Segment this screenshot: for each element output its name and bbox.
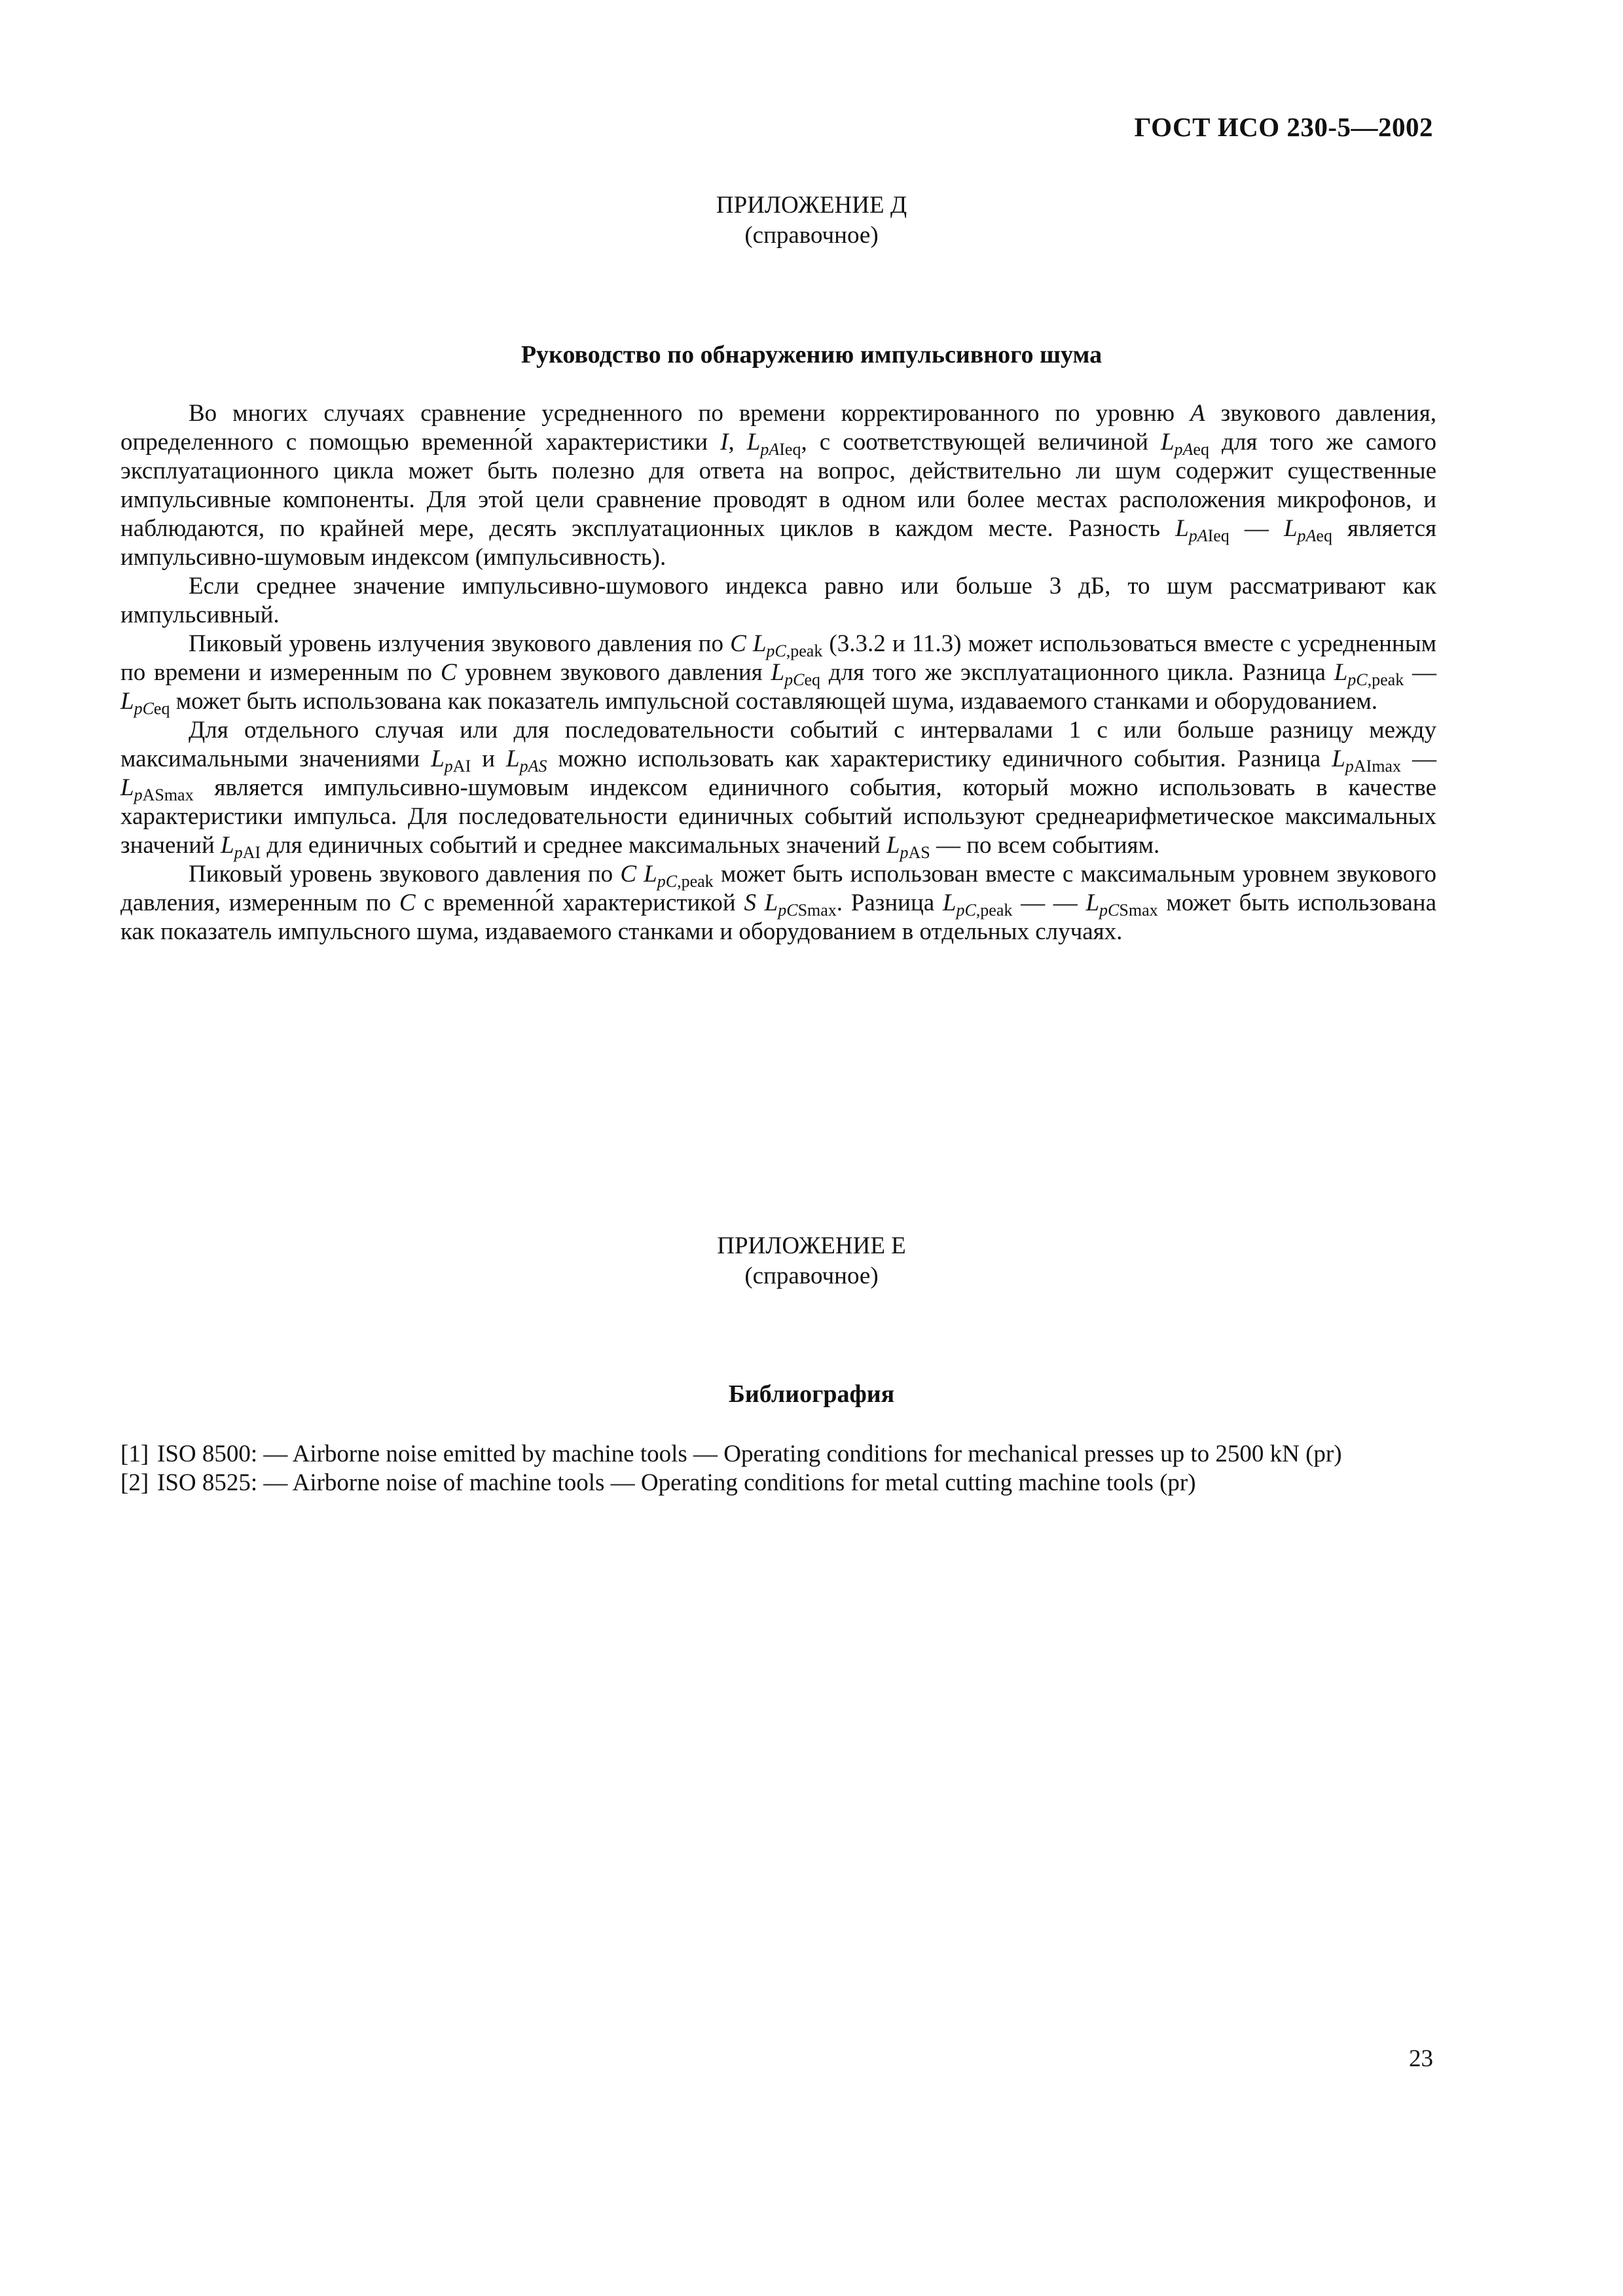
reference-text: ISO 8525: — Airborne noise of machine tools — Operating conditions for metal cutting machine tools (pr) xyxy=(157,1469,1196,1496)
paragraph: Во многих случаях сравнение усредненного по времени корректированного по уровню A звукового давления, определенного с помощью временно́й характеристики I, $L_{pAIeq}$, с соответствующей величиной $L_{pAeq}$ для того же самого эксплуатационного цикла может быть полезно для ответа на вопрос, действительно ли шум содержит существенные импульсивные компоненты. Для этой цели сравнение проводят в одном или более местах расположения микрофонов, и наблюдаются, по крайней мере, десять эксплуатационных циклов в каждом месте. Разность $L_{pAIeq}$ — $L_{pAeq}$ является импульсивно-шумовым индексом (импульсивность). xyxy=(120,400,1437,571)
appendix-d-subtitle: (справочное) xyxy=(744,222,879,249)
paragraph: Пиковый уровень звукового давления по C $L_{pC,peak}$ может быть использован вместе с максимальным уровнем звукового давления, измеренным по C с временно́й характеристикой S $L_{pCSmax}$. Разница $L_{pC,peak}$ — — $L_{pCSmax}$ может быть использована как показатель импульсного шума, издаваемого станками и оборудованием в отдельных случаях. xyxy=(120,861,1436,945)
appendix-e-heading: Библиография xyxy=(728,1380,895,1408)
paragraph: Для отдельного случая или для последовательности событий с интервалами 1 с или больше разницу между максимальными значениями $L_{pAI}$ и $L_{pAS}$ можно использовать как характеристику единичного события. Разница $L_{pAImax}$ — $L_{pASmax}$ является импульсивно-шумовым индексом единичного события, который можно использовать в качестве характеристики импульса. Для последовательности единичных событий используют среднеарифметическое максимальных значений $L_{pAI}$ для единичных событий и среднее максимальных значений $L_{pAS}$ — по всем событиям. xyxy=(120,717,1436,862)
appendix-d-title: ПРИЛОЖЕНИЕ Д xyxy=(716,192,907,219)
page-number: 23 xyxy=(1409,2045,1433,2072)
document-id-header: ГОСТ ИСО 230-5—2002 xyxy=(1134,112,1433,142)
appendix-e-subtitle: (справочное) xyxy=(744,1263,879,1289)
appendix-d-heading: Руководство по обнаружению импульсивного шума xyxy=(520,341,1103,368)
appendix-e-title: ПРИЛОЖЕНИЕ Е xyxy=(717,1232,906,1259)
appendix-d-body xyxy=(120,399,1436,946)
reference-number: [1] xyxy=(120,1441,149,1467)
reference-number: [2] xyxy=(120,1469,149,1496)
paragraph: Пиковый уровень излучения звукового давления по C $L_{pC,peak}$ (3.3.2 и 11.3) может использоваться вместе с усредненным по времени и измеренным по C уровнем звукового давления $L_{pCeq}$ для того же эксплуатационного цикла. Разница $L_{pC,peak}$ — $L_{pCeq}$ может быть использована как показатель импульсной составляющей шума, издаваемого станками и оборудованием. xyxy=(120,630,1437,718)
bibliography-item xyxy=(120,1440,1443,1469)
reference-text: ISO 8500: — Airborne noise emitted by machine tools — Operating conditions for mechanical presses up to 2500 kN (pr) xyxy=(157,1441,1342,1467)
appendix-d-title-block xyxy=(0,190,1623,250)
bibliography-list xyxy=(120,1440,1443,1498)
appendix-e-title-block xyxy=(0,1230,1623,1291)
paragraph: Если среднее значение импульсивно-шумового индекса равно или больше 3 дБ, то шум рассматривают как импульсивный. xyxy=(120,573,1436,628)
bibliography-item xyxy=(120,1469,1443,1498)
